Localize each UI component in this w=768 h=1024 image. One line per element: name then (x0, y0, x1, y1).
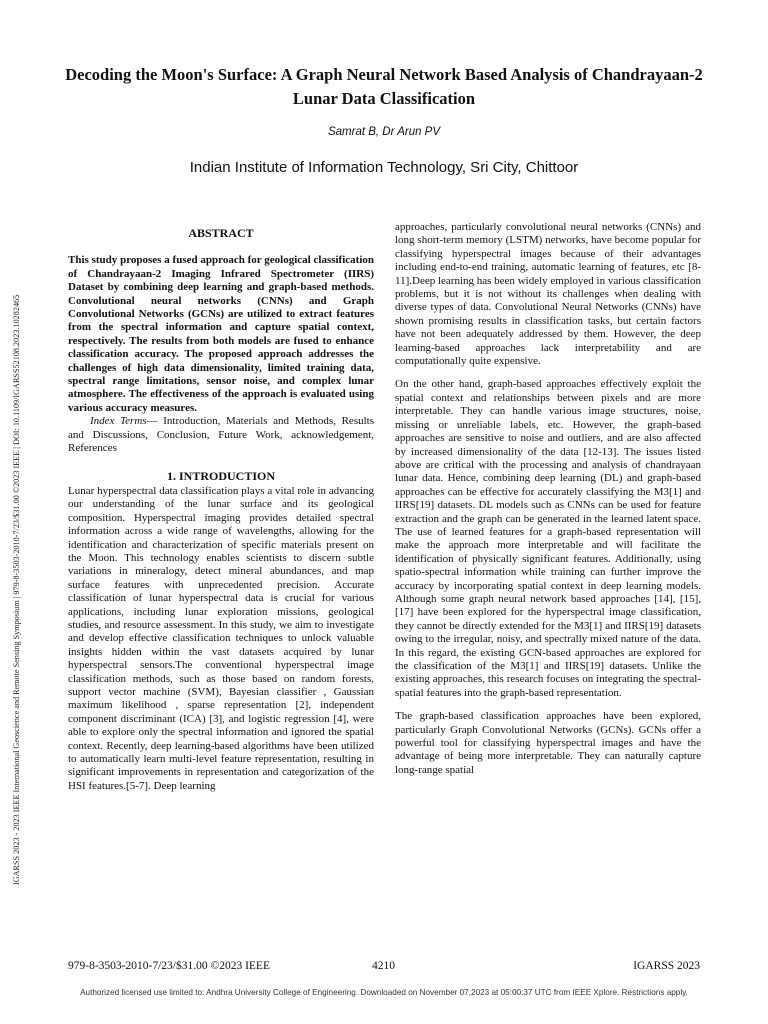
footer-isbn: 979-8-3503-2010-7/23/$31.00 ©2023 IEEE (68, 960, 270, 972)
right-column (395, 221, 701, 787)
index-terms-text: — Introduction, Materials and Methods, Results and Discussions, Conclusion, Future Work, acknowledgement, References (68, 415, 374, 455)
paper-title: Decoding the Moon's Surface: A Graph Neural Network Based Analysis of Chandrayaan-2 Lunar Data Classification (65, 65, 703, 108)
intro-paragraph-3: On the other hand, graph-based approaches effectively exploit the spatial context and relationships between pixels and are more interpretable. They can handle various image structures, noise, missing or unreliable labels, etc. However, the graph-based approaches are sensitive to noise and outliers, and are also affected by increased dimensionality of the data [12-13]. The issues listed above are critical with the processing and analysis of chandrayaan lunar data. Hence, combining deep learning (DL) and graph-based approaches can be effective for accurately classifying the M3[1] and IIRS[19] datasets. DL models such as CNNs can be used for feature extraction and the graph can be generated in the learned latent space. The use of learned features for a graph-based representation will make the approach more interpretable and will facilitate the identification of physically significant features. Additionally, using spatio-spectral information while training can further improve the accuracy by incorporating spatial context in deep learning models. Although some graph neural network based approaches [14], [15], [17] have been explored for the hyperspectral image classification, they cannot be directly extended for the M3[1] and IIRS[19] datasets owing to the irregular, noisy, and spectrally mixed nature of the data. In this regard, the existing GCN-based approaches are explored for the classification of the M3[1] and IIRS[19] datasets. Unlike the existing approaches, this research focuses on integrating the spectral-spatial features into the graph-based representation. (395, 378, 701, 699)
intro-paragraph-4: The graph-based classification approaches have been explored, particularly Graph Convolutional Networks (GCNs). GCNs offer a powerful tool for classifying hyperspectral images and have the advantage of being more interpretable. They can naturally capture long-range spatial (395, 710, 701, 776)
page-number: 4210 (372, 960, 395, 972)
intro-paragraph-2: approaches, particularly convolutional neural networks (CNNs) and long short-term memory (LSTM) networks, have become popular for classifying hyperspectral images because of their advantages including end-to-end training, automatic learning of features, etc [8-11].Deep learning has been widely employed in various classification problems, but it is not without its challenges when dealing with diverse types of data. Convolutional Neural Networks (CNNs) have shown promising results in classification tasks, but certain factors have not been adequately addressed by them. However, the deep learning-based approaches lack interpretability and are computationally quite expensive. (395, 221, 701, 368)
abstract-body: This study proposes a fused approach for geological classification of Chandrayaan-2 Imaging Infrared Spectrometer (IIRS) Dataset by combining deep learning and graph-based methods. Convolutional neural networks (CNNs) and Graph Convolutional Networks (GCNs) are utilized to extract features from the spectral information and capture spatial context, respectively. The results from both models are fused to enhance classification accuracy. The proposed approach addresses the challenges of high data dimensionality, limited training data, spectral range limitations, sensor noise, and complex lunar atmosphere. The effectiveness of the approach is evaluated using various accuracy measures. (68, 254, 374, 414)
doi-sidebar: IGARSS 2023 - 2023 IEEE International Geoscience and Remote Sensing Symposium | 979-8-3503-2010-7/23/$31.00 ©2023 IEEE | DOI: 10.1109/IGARSS52108.2023.10282465 (12, 294, 21, 885)
affiliation: Indian Institute of Information Technology, Sri City, Chittoor (189, 159, 579, 176)
license-notice: Authorized licensed use limited to: Andhra University College of Engineering. Downloaded on November 07,2023 at 05:00:37 UTC from IEEE Xplore. Restrictions apply. (80, 988, 688, 997)
footer-conference: IGARSS 2023 (633, 960, 700, 972)
authors: Samrat B, Dr Arun PV (327, 126, 441, 138)
abstract-heading: ABSTRACT (188, 226, 254, 240)
intro-paragraph-1: Lunar hyperspectral data classification plays a vital role in advancing our understanding of the lunar surface and its geological composition. Hyperspectral imaging provides detailed spectral information across a wide range of wavelengths, allowing for the identification and characterization of specific materials present on the Moon. This technology enables scientists to discern subtle variations in mineralogy, detect mineral abundances, and map surface features with unprecedented precision. Accurate classification of lunar hyperspectral data is crucial for various applications, including lunar exploration missions, geological studies, and resource assessment. In this study, we aim to investigate and develop effective classification techniques to unlock valuable insights hidden within the vast datasets acquired by lunar hyperspectral sensors.The conventional hyperspectral image classification methods, such as those based on random forests, support vector machine (SVM), Bayesian classifier , Gaussian maximum likelihood , sparse representation [2], independent component discriminant (ICA) [3], and logistic regression [4], were able to explore only the spectral information and ignored the spatial context. Recently, deep learning-based algorithms have been utilized to automatically learn multi-level feature representation, resulting in significant improvements in representation and categorization of the HSI features.[5-7]. Deep learning (68, 484, 374, 792)
introduction-heading: 1. INTRODUCTION (166, 468, 275, 483)
index-terms-label: Index Terms (90, 415, 147, 428)
left-column (68, 227, 374, 793)
index-terms (68, 415, 374, 455)
